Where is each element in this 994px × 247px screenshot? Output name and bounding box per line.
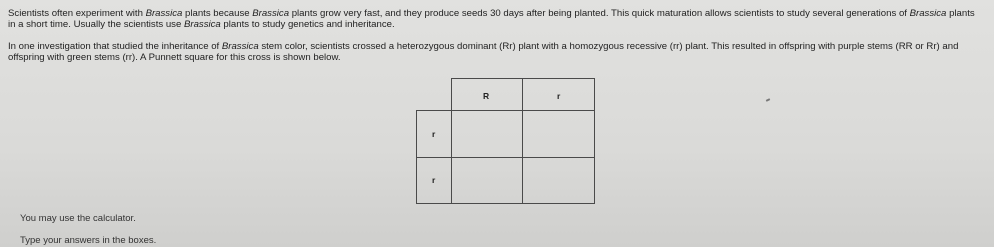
punnett-col-header-2: r <box>557 91 561 101</box>
punnett-cell-2-2[interactable] <box>522 157 595 204</box>
punnett-cell-2-1[interactable] <box>451 157 523 204</box>
punnett-cell-1-1[interactable] <box>451 110 523 158</box>
intro-paragraph <box>8 8 983 30</box>
intro-brassica-1: Brassica <box>145 8 183 19</box>
calculator-note: You may use the calculator. <box>20 213 136 224</box>
investigation-text-2: stem color, scientists crossed a heterozygous dominant (Rr) plant with a homozygous recessive (rr) plant. This resulted in offspring with purple stems (RR or Rr) and offspring with green stems (rr). A Punnett square for this cross is shown below. <box>8 41 959 63</box>
punnett-square <box>416 78 595 204</box>
intro-brassica-3: Brassica <box>909 8 947 19</box>
punnett-row-header-2: r <box>432 175 436 185</box>
intro-text-1: Scientists often experiment with <box>8 8 146 19</box>
punnett-row-header-1: r <box>432 129 436 139</box>
intro-text-2: plants because <box>182 8 253 19</box>
investigation-text-1: In one investigation that studied the inheritance of <box>8 41 222 52</box>
intro-text-3: plants grow very fast, and they produce seeds 30 days after being planted. This quick maturation allows scientists to study several generations of <box>289 8 910 19</box>
punnett-col-header-1: R <box>483 91 490 101</box>
punnett-row-header-cell-2 <box>416 157 452 204</box>
intro-text-5: plants to study genetics and inheritance. <box>220 19 395 30</box>
investigation-brassica: Brassica <box>221 41 259 52</box>
intro-brassica-2: Brassica <box>252 8 290 19</box>
answer-instructions: Type your answers in the boxes. <box>20 235 157 246</box>
punnett-corner <box>416 78 452 111</box>
intro-brassica-4: Brassica <box>183 19 221 30</box>
punnett-row-header-cell-1 <box>416 110 452 158</box>
intro-text-4: plants in a short time. Usually the scientists use <box>8 8 975 30</box>
punnett-col-header-cell-1 <box>451 78 523 111</box>
punnett-cell-1-2[interactable] <box>522 110 595 158</box>
screen-speck <box>766 98 770 102</box>
punnett-col-header-cell-2 <box>522 78 595 111</box>
investigation-paragraph <box>8 41 990 63</box>
